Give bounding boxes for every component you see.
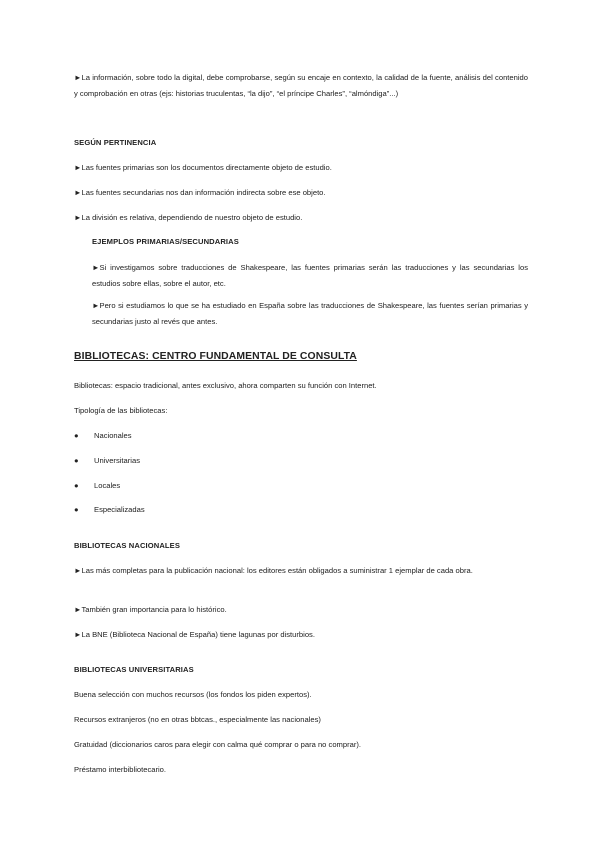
section-heading-universitarias: BIBLIOTECAS UNIVERSITARIAS <box>74 665 194 674</box>
paragraph-ejemplo-1: ►Si investigamos sobre traducciones de Shakespeare, las fuentes primarias serán las traducciones y las secundarias los estudios sobre ellas, sobre el autor, etc. <box>92 263 528 288</box>
paragraph-tipologia: Tipología de las bibliotecas: <box>74 406 168 415</box>
list-item-label: Especializadas <box>94 505 145 514</box>
paragraph-recursos-extranjeros: Recursos extranjeros (no en otras bbtcas., especialmente las nacionales) <box>74 715 321 724</box>
bullet-icon: ● <box>74 505 79 514</box>
paragraph-importancia-historico: ►También gran importancia para lo histórico. <box>74 605 227 614</box>
section-heading-segun-pertinencia: SEGÚN PERTINENCIA <box>74 138 157 147</box>
list-item <box>74 430 132 442</box>
paragraph-ejemplo-2: ►Pero si estudiamos lo que se ha estudiado en España sobre las traducciones de Shakespeare, las fuentes serían primarias y secundarias justo al revés que antes. <box>92 301 528 326</box>
paragraph-fuentes-secundarias: ►Las fuentes secundarias nos dan información indirecta sobre ese objeto. <box>74 188 326 197</box>
list-item-label: Universitarias <box>94 456 140 465</box>
list-item <box>74 455 140 467</box>
intro-paragraph: ►La información, sobre todo la digital, debe comprobarse, según su encaje en contexto, la calidad de la fuente, análisis del contenido y comprobación en otras (ejs: historias truculentas, “la dijo”, “el príncipe Charles”, “almóndiga”...) <box>74 73 528 98</box>
bullet-icon: ● <box>74 456 79 465</box>
paragraph-gratuidad: Gratuidad (diccionarios caros para elegir con calma qué comprar o para no comprar). <box>74 740 362 749</box>
bullet-icon: ● <box>74 431 79 440</box>
paragraph-fuentes-primarias: ►Las fuentes primarias son los documentos directamente objeto de estudio. <box>74 163 332 172</box>
section-title-bibliotecas: BIBLIOTECAS: CENTRO FUNDAMENTAL DE CONSULTA <box>74 351 357 362</box>
list-item-label: Nacionales <box>94 431 132 440</box>
list-item <box>74 480 120 492</box>
paragraph-division-relativa: ►La división es relativa, dependiendo de nuestro objeto de estudio. <box>74 213 303 222</box>
paragraph-bne: ►La BNE (Biblioteca Nacional de España) tiene lagunas por disturbios. <box>74 630 315 639</box>
subheading-ejemplos: EJEMPLOS PRIMARIAS/SECUNDARIAS <box>92 237 239 246</box>
list-item <box>74 504 145 516</box>
paragraph-prestamo: Préstamo interbibliotecario. <box>74 765 167 774</box>
paragraph-buena-seleccion: Buena selección con muchos recursos (los fondos los piden expertos). <box>74 690 312 699</box>
paragraph-bibliotecas-espacio: Bibliotecas: espacio tradicional, antes exclusivo, ahora comparten su función con Internet. <box>74 381 377 390</box>
bullet-icon: ● <box>74 481 79 490</box>
list-item-label: Locales <box>94 481 121 490</box>
paragraph-mas-completas: ►Las más completas para la publicación nacional: los editores están obligados a suministrar 1 ejemplar de cada obra. <box>74 566 473 575</box>
section-heading-nacionales: BIBLIOTECAS NACIONALES <box>74 541 180 550</box>
